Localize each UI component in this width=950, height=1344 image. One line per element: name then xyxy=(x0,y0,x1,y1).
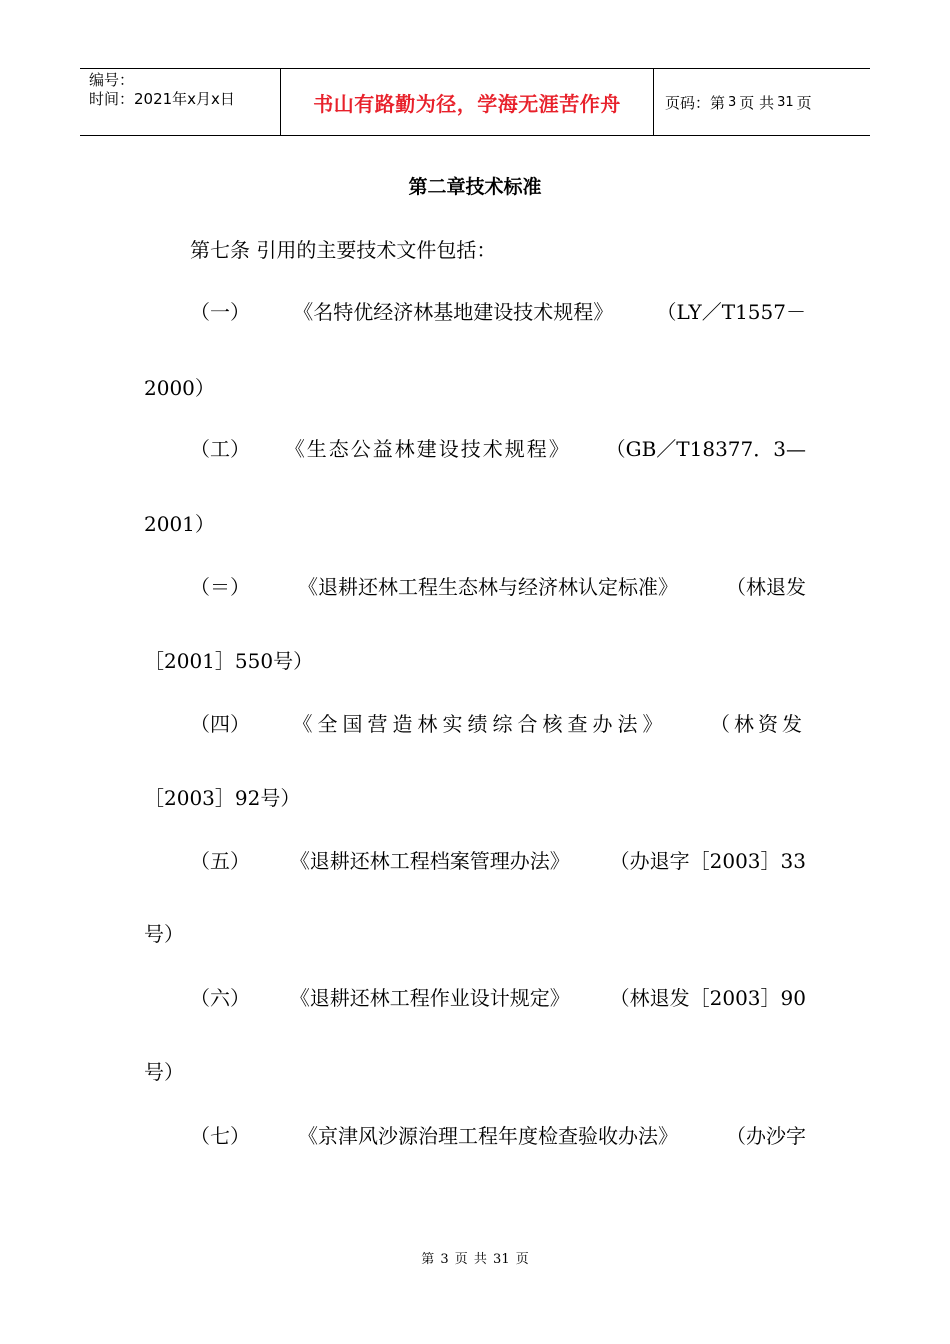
item-prefix: （七） xyxy=(190,1124,250,1148)
header-page-number xyxy=(654,69,870,135)
article-intro: 第七条 引用的主要技术文件包括： xyxy=(190,238,497,262)
item-reference: （林退发 xyxy=(726,575,806,599)
list-item xyxy=(190,571,806,600)
item-reference: （办沙字 xyxy=(726,1124,806,1148)
document-date: 时间：2021年x月x日 xyxy=(89,90,235,108)
item-reference: （办退字［2003］33 xyxy=(609,849,806,873)
item-prefix: （六） xyxy=(190,986,250,1010)
header-meta xyxy=(80,69,281,135)
item-reference-continued: ［2003］92号） xyxy=(144,786,301,810)
item-title: 《全国营造林实绩综合核查办法》 xyxy=(292,712,668,736)
item-reference: （林退发［2003］90 xyxy=(609,986,806,1010)
page-current: 3 xyxy=(728,94,737,110)
item-title: 《退耕还林工程生态林与经济林认定标准》 xyxy=(298,575,678,599)
list-item xyxy=(190,982,806,1011)
chapter-title: 第二章技术标准 xyxy=(408,176,542,198)
item-prefix: （一） xyxy=(190,300,250,324)
page-footer: 第 3 页 共 31 页 xyxy=(421,1252,529,1267)
list-item xyxy=(190,433,806,462)
item-reference: （LY／T1557－ xyxy=(656,300,806,324)
list-item xyxy=(190,296,806,325)
item-reference: （GB／T18377．3— xyxy=(605,437,806,461)
item-prefix: （五） xyxy=(190,849,250,873)
item-reference-continued: 2000） xyxy=(144,376,215,400)
page-mid: 页 共 xyxy=(739,93,775,112)
page-header xyxy=(80,68,870,136)
item-title: 《退耕还林工程作业设计规定》 xyxy=(289,986,570,1010)
item-reference-continued: ［2001］550号） xyxy=(144,649,314,673)
item-title: 《退耕还林工程档案管理办法》 xyxy=(289,849,570,873)
document-code-label: 编号： xyxy=(89,71,135,89)
item-title: 《生态公益林建设技术规程》 xyxy=(284,437,571,461)
item-reference-continued: 号） xyxy=(144,922,184,946)
list-item xyxy=(190,845,806,874)
item-title: 《名特优经济林基地建设技术规程》 xyxy=(293,300,614,324)
item-reference-continued: 2001） xyxy=(144,512,215,536)
item-prefix: （工） xyxy=(190,437,250,461)
item-title: 《京津风沙源治理工程年度检查验收办法》 xyxy=(298,1124,678,1148)
header-motto: 书山有路勤为径，学海无涯苦作舟 xyxy=(281,69,654,135)
list-item xyxy=(190,1120,806,1149)
item-reference: （林资发 xyxy=(710,712,806,736)
page-total: 31 xyxy=(777,94,794,110)
page-prefix: 页码：第 xyxy=(665,93,726,112)
item-reference-continued: 号） xyxy=(144,1060,184,1084)
item-prefix: （＝） xyxy=(190,575,250,599)
page-suffix: 页 xyxy=(796,93,812,112)
list-item xyxy=(190,708,806,737)
item-prefix: （四） xyxy=(190,712,250,736)
